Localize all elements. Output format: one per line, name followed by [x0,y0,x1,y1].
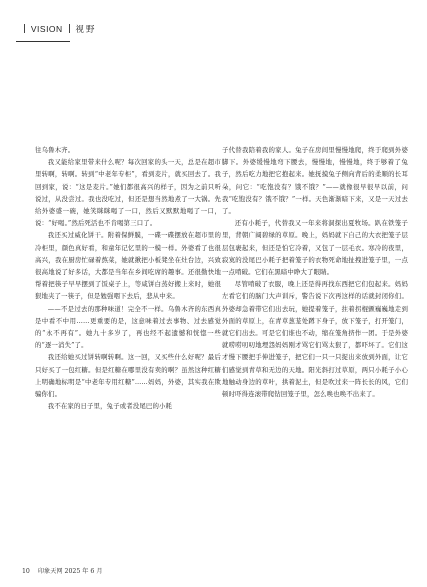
article-column-left [35,144,221,412]
paragraph: 我还给她买过饼转啊转啊。这一回，又买些什么好呢？最后只好买了一包红糖。但是红糖在哪里没有卖的啊？虽然这种红糖上明确地标明是“中老年专用红糖”……妈妈，外婆，其实我在欺骗你们。 [35,353,221,399]
page-footer [22,566,103,575]
page-number: 10 [22,568,30,575]
publication-info: 印象天网 2025 年 6 月 [37,568,103,575]
paragraph: 我又能给家里带来什么呢？每次回家的头一天，总是在超市里转啊，转啊。转到“中老年专柜”，看到麦片，就买回去了。我回到家，说：“这是麦片。”她们都很高兴的样子，因为之前只听说过，从没尝过。我也没吃过，但还是想当然地煮了一大锅。先给外婆盛一碗，她笑眯眯喝了一口，然后又默默地喝了一口，说：“好喝。”然后死活也不肯喝第三口了。 [35,158,221,228]
article-column-right [222,144,408,400]
paragraph: 往乌鲁木齐。 [35,146,75,154]
section-header [21,23,96,35]
section-divider [24,24,25,33]
section-divider [69,24,70,33]
paragraph: 尽管啃破了衣服，晚上还是得再找东西把它们包起来。妈妈左看它们的脑门大声训斥，警告说下次再这样的话就封闭你们。外婆却急着带它们出去玩，她提着笼子，拄着拐棍颤巍巍地走到外面的草原上，在青草葱茏处蹲下身子，放下笼子，打开笼门，就它们出去。可是它们谁也不动，缩在笼角挤作一团。于是外婆就唠唠叨叨地埋怨妈妈刚才骂它们骂太狠了，都吓坏了。它们这才慢下腰把手伸进笼子，把它们一只一只捉出来放到外面，让它们感觉到青草和无边的天地。阳光斜打过草原，两只小耗子小心地触动身边的草叶，拱着泥土，但是吹过来一阵长长的风，它们顿时吓得连滚带爬钻回笼子里，怎么唤也唤不出来了。 [222,280,408,399]
section-label-en: VISION [30,24,63,34]
paragraph: ——不是过去的那种味道！完全不一样。乌鲁木齐的东西真是中看不中用……更重要的是，这意味着过去事物、过去感觉的“永不再有”。她九十多岁了，再也经不起遗憾和恍惚一些的“逐一消失”了。 [35,304,221,350]
paragraph: 还有小耗子，代替我又一年来将洞探出夏牧场。趴在铁笼子里，背朝广阔碧绿的草原。晚上，妈妈就下自己的大衣把笼子层层包裹起来，但还是怕它冷着，又包了一层毛衣。寒冷的夜里，寂寞的没尾巴小耗子把着笼子的衣物死命地扯拽进笼子里，一点一点啃破。它们在黑暗中睁大了眼睛。 [222,219,408,277]
header-rule [16,41,70,42]
section-label-cn: 视野 [75,25,97,35]
paragraph: 子代替我陪着我的家人。兔子在房间里慢慢地爬，终于爬到外婆脚下。外婆缓慢地弯下腰去，慢慢地，慢慢地，终于够着了兔子，然后吃力地把它抱起来。她抚摸兔子侧向背后的柔顺的长耳朵，问它：“吃饱没有？饿不饿？”——就像很早很早以前，问我“吃饱没有？饿不饿？”一样。天色渐渐暗下来，又是一天过去了。 [222,146,408,216]
paragraph: 我不在家的日子里，兔子或者没尾巴的小耗 [47,402,173,411]
paragraph: 我还买过威化饼干。附着保鲜膜，一碟一碟摆放在超市里的冷柜里，颜色真好看，和童年记忆里的一模一样。外婆看了也很高兴，我在厨房忙碌着熬菜，她就揪把小板凳坐在灶台边，兴致很高地说了好多话，大都是当年在乡间吃席的趣事。还很勤快地帮着把筷子早早摆到了饭桌子上，等咸饼白蒸好搬上来时，她很狠地夹了一筷子，但是勉强咽下去后，悲从中来。 [35,231,221,301]
